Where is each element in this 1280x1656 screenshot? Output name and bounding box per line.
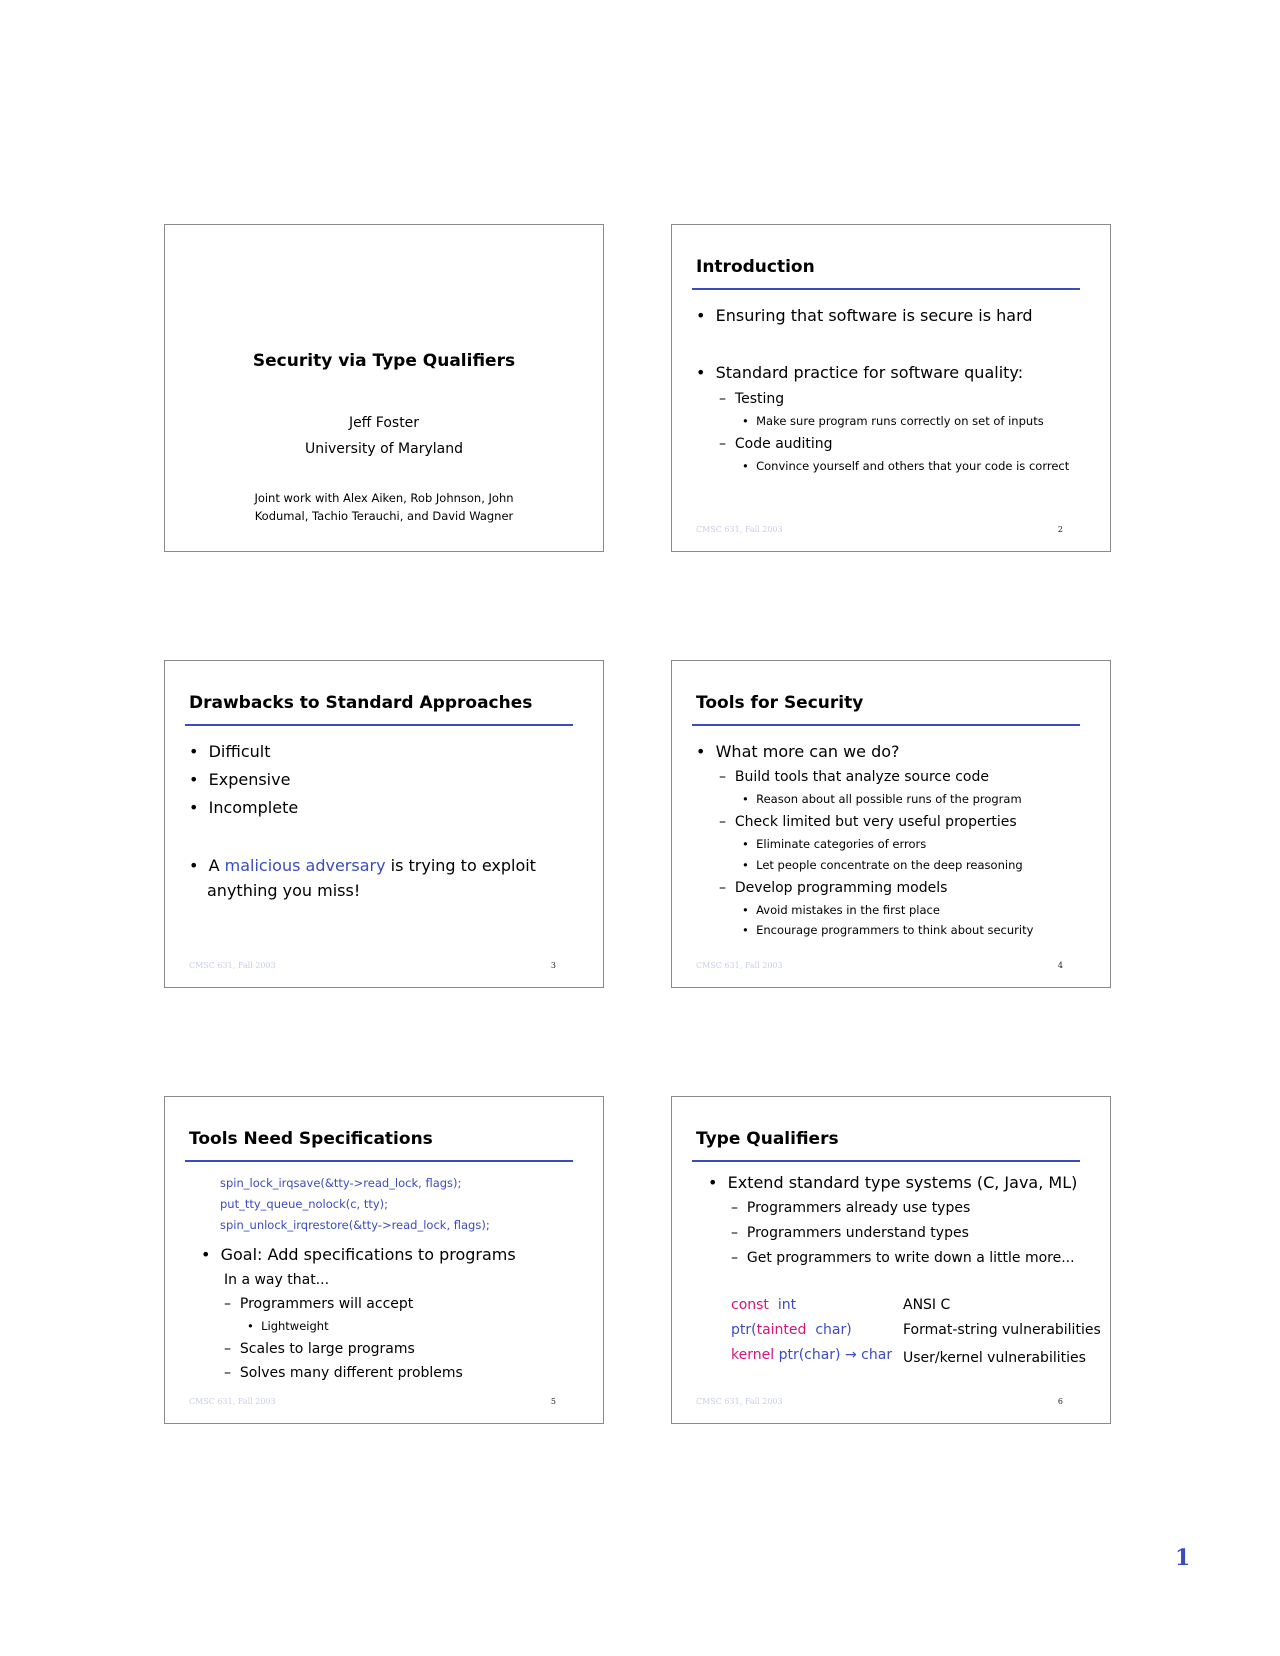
slide-3 [164, 660, 604, 988]
slide-4-sub-develop-detail-2: • Encourage programmers to think about security [742, 923, 1034, 937]
slide-5-sub-scales: – Scales to large programs [224, 1341, 415, 1357]
slide-6-sub-understand: – Programmers understand types [731, 1225, 969, 1241]
slide-2-sub-testing-detail: • Make sure program runs correctly on set of inputs [742, 414, 1044, 428]
slide-3-bullet-1: • Difficult [189, 742, 271, 761]
slide-6-sub-write-more: – Get programmers to write down a little more... [731, 1250, 1075, 1266]
slide-5-in-a-way: In a way that... [224, 1272, 330, 1288]
slide-4-sub-build-tools-detail: • Reason about all possible runs of the program [742, 792, 1022, 806]
slide-3-bullet-4-line-2: anything you miss! [207, 881, 361, 900]
slide-2 [671, 224, 1111, 552]
slide-6-sub-use-types: – Programmers already use types [731, 1200, 971, 1216]
slide-6-bullet-1: • Extend standard type systems (C, Java, ML) [708, 1173, 1078, 1192]
qualifier-desc-user-kernel: User/kernel vulnerabilities [903, 1350, 1086, 1366]
qualifier-desc-format-string: Format-string vulnerabilities [903, 1322, 1101, 1338]
slide-5 [164, 1096, 604, 1424]
slide-4-title-rule [692, 724, 1080, 726]
malicious-adversary-highlight: malicious adversary [224, 856, 386, 875]
slide-1-joint-line-1: Joint work with Alex Aiken, Rob Johnson, John [254, 491, 514, 505]
slide-6-footer: CMSC 631, Fall 2003 [696, 1397, 783, 1406]
slide-5-sub-solves: – Solves many different problems [224, 1365, 463, 1381]
slide-2-sub-auditing: – Code auditing [719, 436, 833, 452]
slide-5-footer: CMSC 631, Fall 2003 [189, 1397, 276, 1406]
slide-2-number: 2 [1057, 525, 1063, 534]
slide-4-number: 4 [1057, 961, 1063, 970]
slide-1-title: Security via Type Qualifiers [252, 351, 516, 371]
slide-6-title: Type Qualifiers [696, 1129, 839, 1149]
slide-2-title: Introduction [696, 257, 815, 277]
slide-3-footer: CMSC 631, Fall 2003 [189, 961, 276, 970]
slide-2-sub-auditing-detail: • Convince yourself and others that your code is correct [742, 459, 1070, 473]
slide-5-goal: • Goal: Add specifications to programs [201, 1245, 516, 1264]
slide-4-sub-develop-detail-1: • Avoid mistakes in the first place [742, 903, 940, 917]
slide-4-footer: CMSC 631, Fall 2003 [696, 961, 783, 970]
slide-6-title-rule [692, 1160, 1080, 1162]
qualifier-example-kernel: kernel ptr(char) → char [731, 1347, 893, 1363]
slide-2-bullet-1: • Ensuring that software is secure is hard [696, 306, 1033, 325]
slide-5-number: 5 [550, 1397, 556, 1406]
slide-6-number: 6 [1057, 1397, 1063, 1406]
slide-4-bullet-1: • What more can we do? [696, 742, 900, 761]
slide-1 [164, 224, 604, 552]
code-line-2: put_tty_queue_nolock(c, tty); [220, 1197, 389, 1211]
slide-1-joint-line-2: Kodumal, Tachio Terauchi, and David Wagner [254, 509, 514, 523]
slide-3-title-rule [185, 724, 573, 726]
slide-3-number: 3 [550, 961, 556, 970]
arrow-right-icon: → [844, 1347, 857, 1363]
slide-2-title-rule [692, 288, 1080, 290]
qualifier-example-const: const int [731, 1297, 797, 1313]
code-line-3: spin_unlock_irqrestore(&tty->read_lock, flags); [220, 1218, 490, 1232]
slide-2-footer: CMSC 631, Fall 2003 [696, 525, 783, 534]
slide-4-sub-check-detail-2: • Let people concentrate on the deep reasoning [742, 858, 1023, 872]
qualifier-example-tainted: ptr(tainted char) [731, 1322, 852, 1338]
slide-3-title: Drawbacks to Standard Approaches [189, 693, 533, 713]
slide-4-sub-check-properties: – Check limited but very useful properties [719, 814, 1017, 830]
slide-4-sub-develop-models: – Develop programming models [719, 880, 948, 896]
qualifier-desc-ansi: ANSI C [903, 1297, 951, 1313]
slide-1-affiliation: University of Maryland [305, 441, 463, 457]
code-line-1: spin_lock_irqsave(&tty->read_lock, flags); [220, 1176, 462, 1190]
page-number: 1 [1175, 1545, 1191, 1571]
slide-4-sub-check-detail-1: • Eliminate categories of errors [742, 837, 927, 851]
slide-5-sub-accept: – Programmers will accept [224, 1296, 414, 1312]
slide-5-title: Tools Need Specifications [189, 1129, 433, 1149]
slide-4-title: Tools for Security [696, 693, 864, 713]
slide-2-sub-testing: – Testing [719, 391, 785, 407]
slide-3-bullet-3: • Incomplete [189, 798, 299, 817]
slide-6 [671, 1096, 1111, 1424]
slide-1-author: Jeff Foster [348, 415, 420, 431]
slide-5-title-rule [185, 1160, 573, 1162]
slide-3-bullet-2: • Expensive [189, 770, 291, 789]
slide-5-sub-lightweight: • Lightweight [247, 1319, 329, 1333]
slide-2-bullet-2: • Standard practice for software quality: [696, 363, 1024, 382]
slide-4 [671, 660, 1111, 988]
slide-4-sub-build-tools: – Build tools that analyze source code [719, 769, 989, 785]
slide-3-bullet-4: • A malicious adversary is trying to exploit [189, 856, 536, 875]
